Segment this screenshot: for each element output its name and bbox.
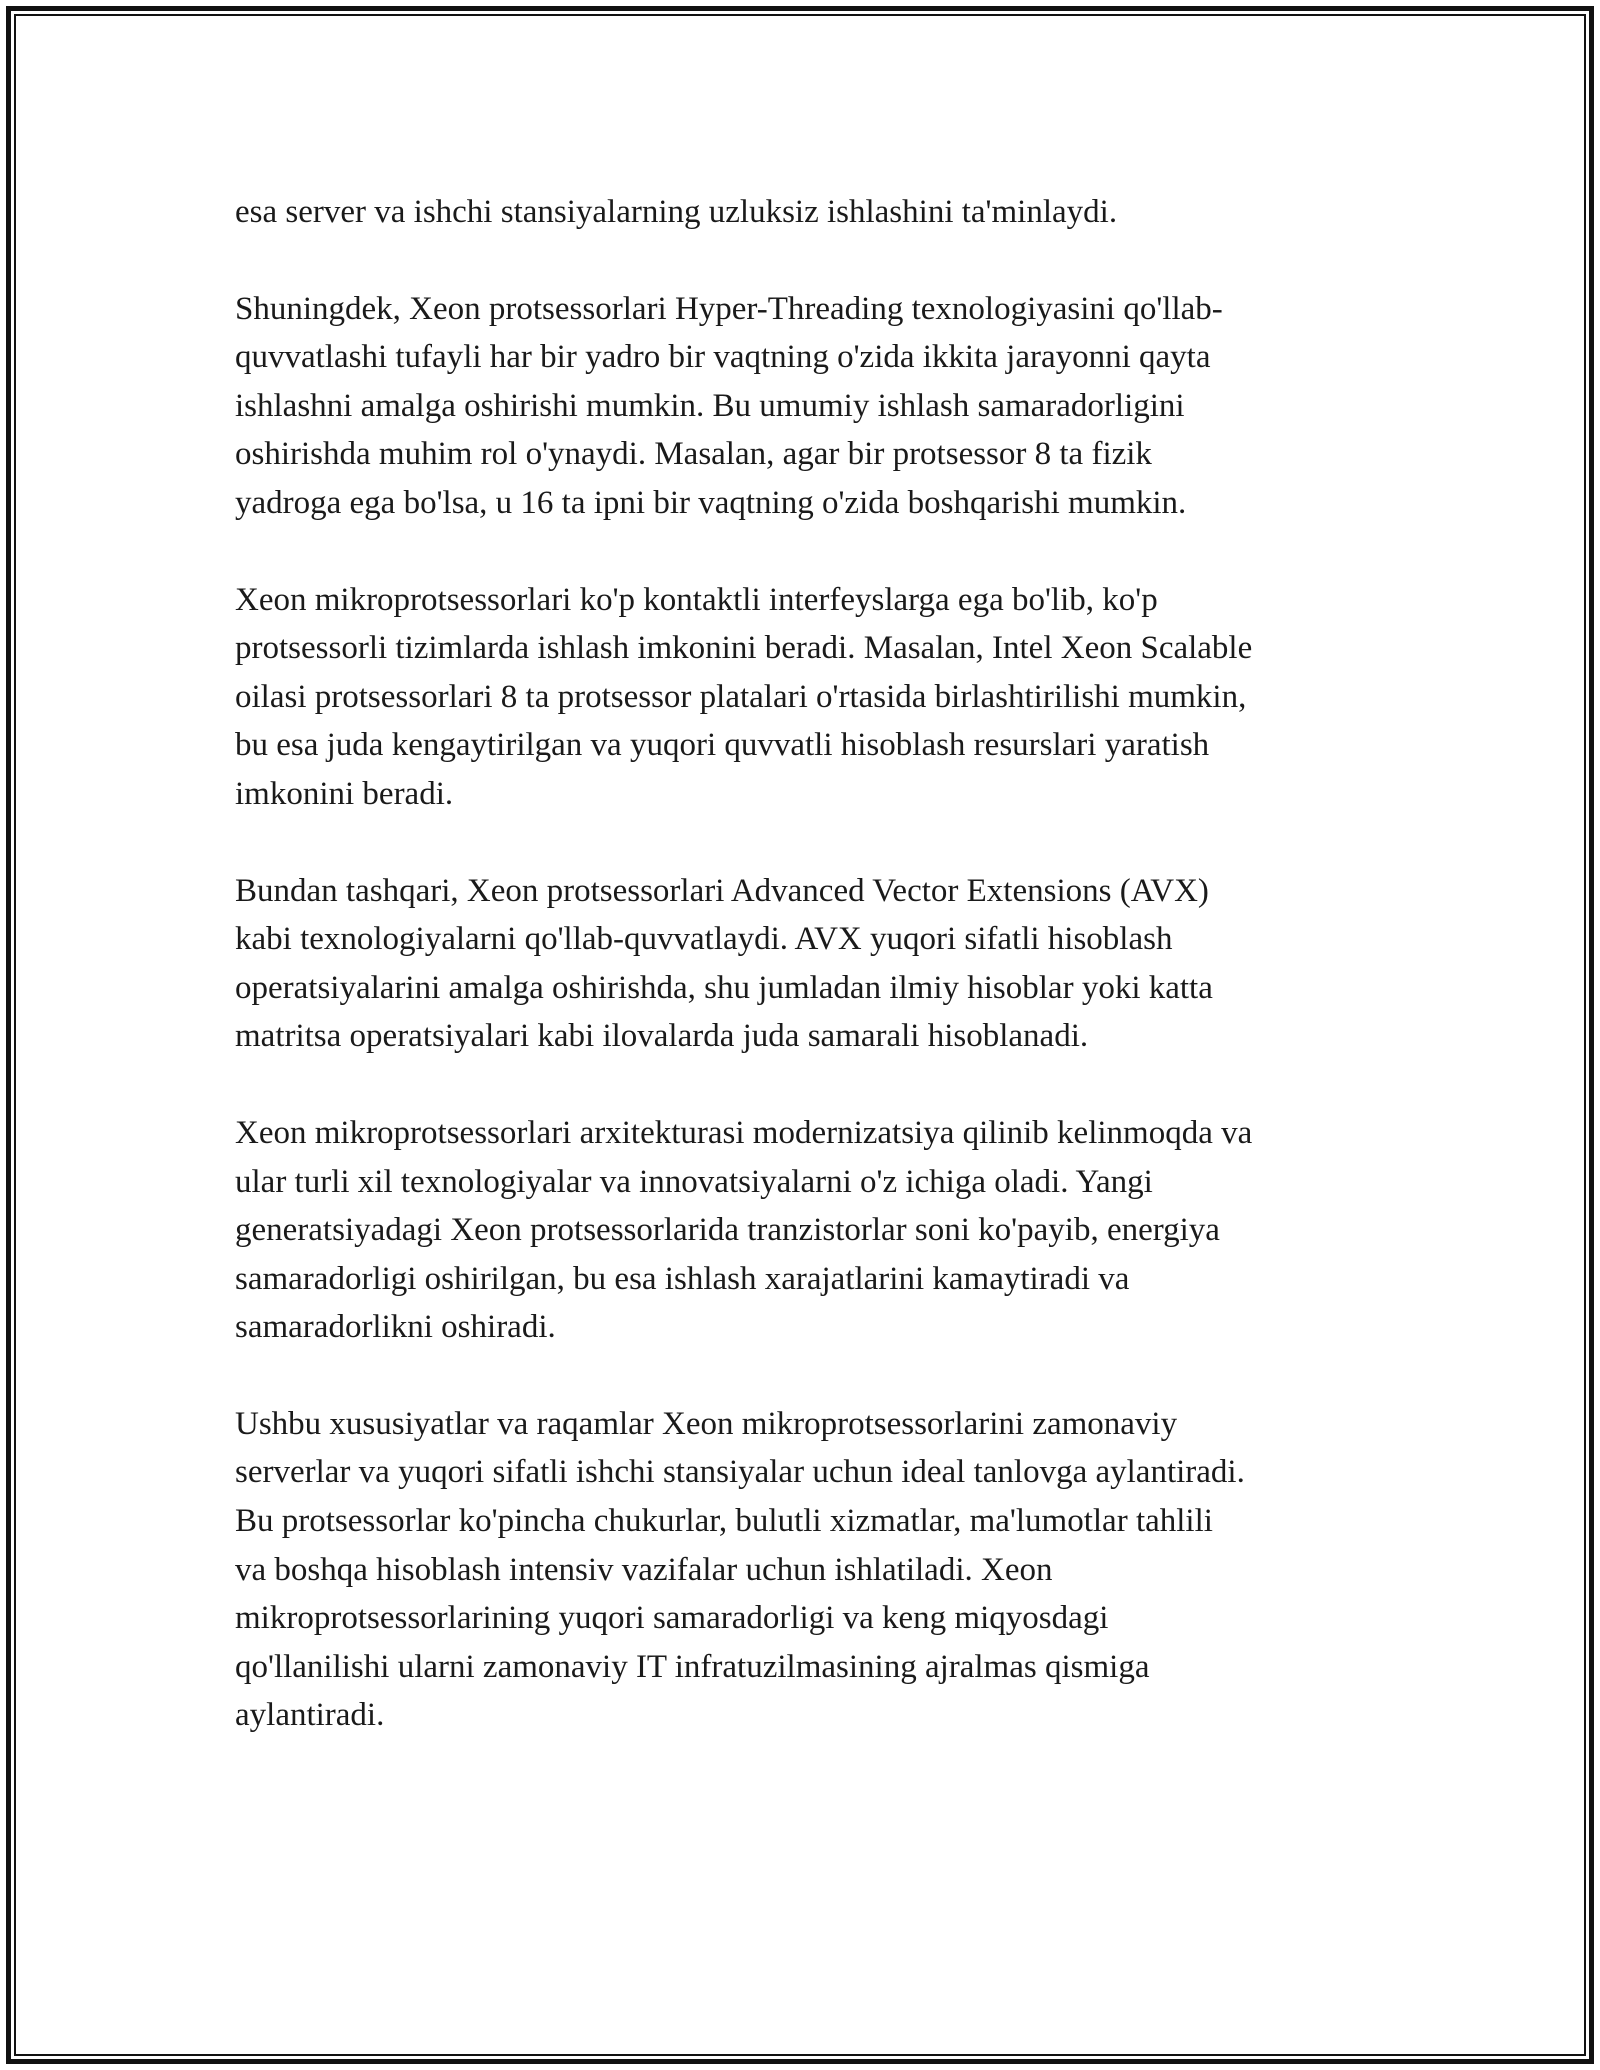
text-line: generatsiyadagi Xeon protsessorlarida tranzistorlar soni ko'payib, energiya [235,1212,1220,1249]
text-line: mikroprotsessorlarining yuqori samaradorligi va keng miqyosdagi [235,1600,1109,1637]
text-line: bu esa juda kengaytirilgan va yuqori quvvatli hisoblash resurslari yaratish [235,727,1210,764]
text-line: oilasi protsessorlari 8 ta protsessor platalari o'rtasida birlashtirilishi mumkin, [235,678,1247,715]
text-line: Xeon mikroprotsessorlari arxitekturasi modernizatsiya qilinib kelinmoqda va [235,1114,1253,1151]
text-line: va boshqa hisoblash intensiv vazifalar uchun ishlatiladi. Xeon [235,1551,1053,1588]
paragraph-2 [235,285,1375,528]
paragraph-3 [235,576,1375,819]
text-line: protsessorli tizimlarda ishlash imkonini beradi. Masalan, Intel Xeon Scalable [235,630,1253,667]
text-line: Shuningdek, Xeon protsessorlari Hyper-Threading texnologiyasini qo'llab- [235,290,1223,327]
text-line: Xeon mikroprotsessorlari ko'p kontaktli interfeyslarga ega bo'lib, ko'p [235,581,1158,618]
text-line: Bu protsessorlar ko'pincha chukurlar, bulutli xizmatlar, ma'lumotlar tahlili [235,1503,1213,1540]
text-line: Bundan tashqari, Xeon protsessorlari Advanced Vector Extensions (AVX) [235,872,1209,909]
text-line: esa server va ishchi stansiyalarning uzluksiz ishlashini ta'minlaydi. [235,194,1118,230]
text-line: imkonini beradi. [235,775,454,812]
text-line: qo'llanilishi ularni zamonaviy IT infratuzilmasining ajralmas qismiga [235,1648,1150,1685]
text-line: aylantiradi. [235,1697,385,1734]
text-line: ular turli xil texnologiyalar va innovatsiyalarni o'z ichiga oladi. Yangi [235,1163,1153,1200]
text-line: oshirishda muhim rol o'ynaydi. Masalan, agar bir protsessor 8 ta fizik [235,436,1152,473]
text-line: matritsa operatsiyalari kabi ilovalarda juda samarali hisoblanadi. [235,1018,1089,1055]
text-line: operatsiyalarini amalga oshirishda, shu jumladan ilmiy hisoblar yoki katta [235,969,1213,1006]
text-line: ishlashni amalga oshirishi mumkin. Bu umumiy ishlash samaradorligini [235,387,1185,424]
text-line: samaradorlikni oshiradi. [235,1309,556,1346]
document-body [235,188,1375,1788]
text-line: kabi texnologiyalarni qo'llab-quvvatlaydi. AVX yuqori sifatli hisoblash [235,921,1173,958]
text-line: serverlar va yuqori sifatli ishchi stansiyalar uchun ideal tanlovga aylantiradi. [235,1454,1245,1491]
paragraph-1 [235,188,1375,237]
text-line: samaradorligi oshirilgan, bu esa ishlash xarajatlarini kamaytiradi va [235,1260,1130,1297]
text-line: quvvatlashi tufayli har bir yadro bir vaqtning o'zida ikkita jarayonni qayta [235,339,1211,376]
paragraph-5 [235,1109,1375,1352]
text-line: Ushbu xususiyatlar va raqamlar Xeon mikroprotsessorlarini zamonaviy [235,1405,1178,1442]
text-line: yadroga ega bo'lsa, u 16 ta ipni bir vaqtning o'zida boshqarishi mumkin. [235,484,1187,521]
paragraph-6 [235,1400,1375,1740]
paragraph-4 [235,867,1375,1061]
